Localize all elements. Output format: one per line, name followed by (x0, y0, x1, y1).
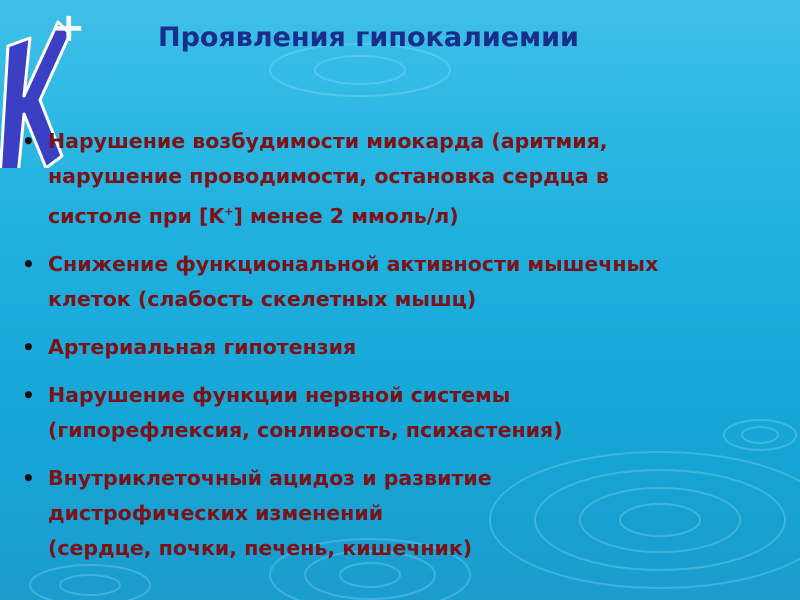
page-title: Проявления гипокалиемии (158, 22, 579, 53)
bullet-line-part: систоле при [K (48, 203, 225, 228)
bullet-dot: • (22, 251, 35, 276)
bullet-hypotension (20, 330, 780, 365)
bullet-line: Нарушение возбудимости миокарда (аритмия, (48, 129, 608, 153)
bullet-dot: • (22, 129, 35, 153)
bullet-dot: • (22, 382, 35, 407)
bullet-line-part: ] менее 2 ммоль/л) (233, 203, 459, 228)
bullet-list (20, 124, 780, 579)
bullet-line: Снижение функциональной активности мышечных (48, 251, 659, 276)
potassium-charge-sup: + (224, 205, 234, 218)
bullet-muscle (20, 247, 780, 317)
bullet-line (48, 194, 780, 234)
bullet-acidosis (20, 461, 780, 566)
bullet-nervous-system (20, 378, 780, 448)
bullet-line: Внутриклеточный ацидоз и развитие (48, 465, 492, 490)
bullet-line: (гипорефлексия, сонливость, психастения) (48, 417, 563, 442)
bullet-line: Артериальная гипотензия (48, 334, 357, 359)
bullet-line: дистрофических изменений (48, 500, 384, 525)
k-plus-sign: + (52, 5, 86, 51)
bullet-dot: • (22, 465, 35, 490)
bullet-line: (сердце, почки, печень, кишечник) (48, 535, 473, 560)
bullet-line: Нарушение функции нервной системы (48, 382, 511, 407)
bullet-myocardium (20, 124, 780, 234)
bullet-line: нарушение проводимости, остановка сердца в (48, 164, 609, 188)
bullet-dot: • (22, 334, 35, 359)
bullet-line: клеток (слабость скелетных мышц) (48, 286, 477, 311)
